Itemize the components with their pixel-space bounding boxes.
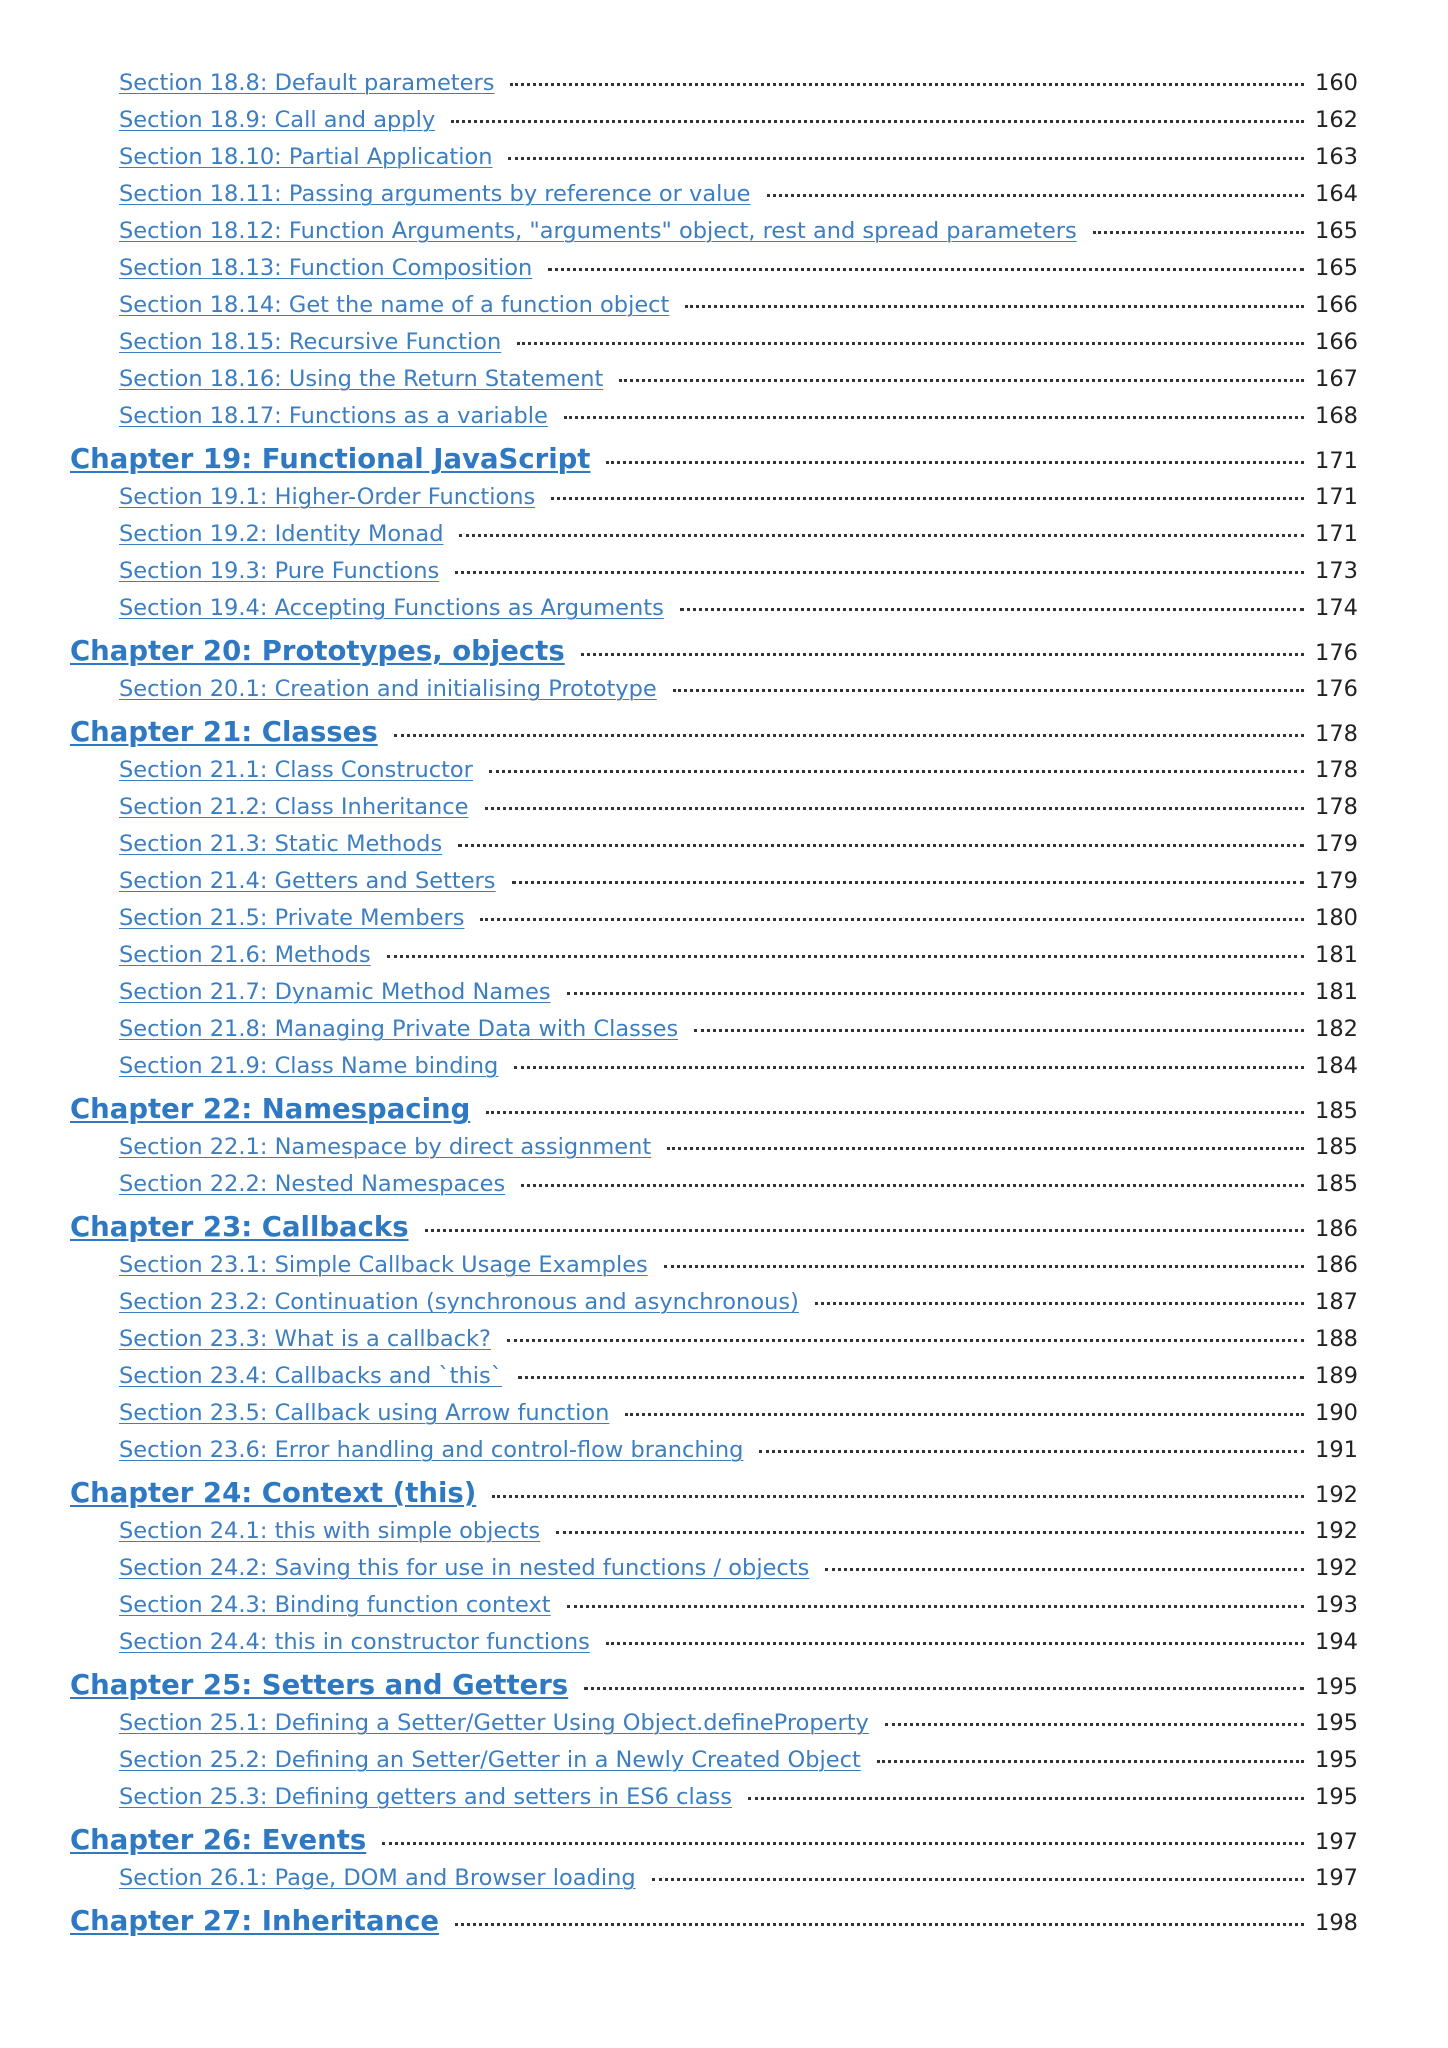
chapter-link[interactable]: Chapter 22: Namespacing — [70, 1093, 471, 1125]
toc-chapter-entry[interactable] — [0, 440, 1448, 484]
toc-section-entry[interactable] — [0, 942, 1448, 979]
section-link[interactable]: Section 21.6: Methods — [119, 942, 371, 968]
toc-section-entry[interactable] — [0, 676, 1448, 713]
section-link[interactable]: Section 22.2: Nested Namespaces — [119, 1171, 506, 1197]
page-number: 174 — [1315, 595, 1358, 621]
page-number: 168 — [1315, 403, 1358, 429]
toc-section-entry[interactable] — [0, 1784, 1448, 1821]
toc-section-entry[interactable] — [0, 1747, 1448, 1784]
toc-section-entry[interactable] — [0, 1555, 1448, 1592]
page-number: 166 — [1315, 292, 1358, 318]
page-number: 166 — [1315, 329, 1358, 355]
toc-section-entry[interactable] — [0, 1252, 1448, 1289]
section-link[interactable]: Section 18.12: Function Arguments, "arguments" object, rest and spread parameters — [119, 218, 1077, 244]
page-number: 178 — [1315, 721, 1358, 747]
toc-section-entry[interactable] — [0, 218, 1448, 255]
dot-leader — [759, 1450, 1304, 1453]
page-number: 185 — [1315, 1098, 1358, 1124]
section-link[interactable]: Section 25.3: Defining getters and setters in ES6 class — [119, 1784, 733, 1810]
toc-section-entry[interactable] — [0, 107, 1448, 144]
section-link[interactable]: Section 19.3: Pure Functions — [119, 558, 440, 584]
section-link[interactable]: Section 21.3: Static Methods — [119, 831, 443, 857]
section-link[interactable]: Section 23.5: Callback using Arrow function — [119, 1400, 610, 1426]
page-number: 160 — [1315, 70, 1358, 96]
section-link[interactable]: Section 23.4: Callbacks and `this` — [119, 1363, 502, 1389]
section-link[interactable]: Section 24.2: Saving this for use in nested functions / objects — [119, 1555, 810, 1581]
toc-section-entry[interactable] — [0, 1865, 1448, 1902]
page-number: 192 — [1315, 1518, 1358, 1544]
page-number: 193 — [1315, 1592, 1358, 1618]
section-link[interactable]: Section 26.1: Page, DOM and Browser loading — [119, 1865, 636, 1891]
chapter-link[interactable]: Chapter 23: Callbacks — [70, 1211, 409, 1243]
toc-chapter-entry[interactable] — [0, 1666, 1448, 1710]
dot-leader — [508, 157, 1304, 160]
toc-section-entry[interactable] — [0, 1053, 1448, 1090]
section-link[interactable]: Section 24.3: Binding function context — [119, 1592, 551, 1618]
dot-leader — [551, 497, 1304, 500]
toc-chapter-entry[interactable] — [0, 632, 1448, 676]
section-link[interactable]: Section 23.3: What is a callback? — [119, 1326, 491, 1352]
page-number: 176 — [1315, 676, 1358, 702]
toc-section-entry[interactable] — [0, 1363, 1448, 1400]
section-link[interactable]: Section 18.17: Functions as a variable — [119, 403, 548, 429]
section-link[interactable]: Section 25.1: Defining a Setter/Getter Using Object.defineProperty — [119, 1710, 869, 1736]
toc-section-entry[interactable] — [0, 1629, 1448, 1666]
dot-leader — [564, 416, 1304, 419]
dot-leader — [518, 1376, 1304, 1379]
section-link[interactable]: Section 23.1: Simple Callback Usage Examples — [119, 1252, 648, 1278]
section-link[interactable]: Section 21.7: Dynamic Method Names — [119, 979, 551, 1005]
dot-leader — [680, 608, 1304, 611]
dot-leader — [489, 770, 1304, 773]
dot-leader — [455, 571, 1304, 574]
dot-leader — [459, 534, 1304, 537]
dot-leader — [486, 1111, 1304, 1114]
dot-leader — [685, 305, 1304, 308]
page-number: 195 — [1315, 1747, 1358, 1773]
page-number: 163 — [1315, 144, 1358, 170]
toc-chapter-entry[interactable] — [0, 1208, 1448, 1252]
section-link[interactable]: Section 18.10: Partial Application — [119, 144, 493, 170]
toc-section-entry[interactable] — [0, 1710, 1448, 1747]
section-link[interactable]: Section 21.2: Class Inheritance — [119, 794, 469, 820]
page-number: 191 — [1315, 1437, 1358, 1463]
page-number: 188 — [1315, 1326, 1358, 1352]
toc-section-entry[interactable] — [0, 979, 1448, 1016]
section-link[interactable]: Section 18.16: Using the Return Statement — [119, 366, 604, 392]
page-number: 197 — [1315, 1865, 1358, 1891]
page-number: 182 — [1315, 1016, 1358, 1042]
table-of-contents — [0, 70, 1448, 1946]
section-link[interactable]: Section 18.14: Get the name of a function object — [119, 292, 670, 318]
toc-section-entry[interactable] — [0, 521, 1448, 558]
chapter-link[interactable]: Chapter 26: Events — [70, 1824, 367, 1856]
section-link[interactable]: Section 18.8: Default parameters — [119, 70, 495, 96]
toc-section-entry[interactable] — [0, 595, 1448, 632]
dot-leader — [394, 734, 1304, 737]
section-link[interactable]: Section 18.13: Function Composition — [119, 255, 533, 281]
dot-leader — [480, 918, 1304, 921]
page-number: 198 — [1315, 1910, 1358, 1936]
dot-leader — [425, 1229, 1304, 1232]
chapter-link[interactable]: Chapter 20: Prototypes, objects — [70, 635, 565, 667]
toc-section-entry[interactable] — [0, 144, 1448, 181]
toc-section-entry[interactable] — [0, 70, 1448, 107]
dot-leader — [885, 1723, 1304, 1726]
toc-section-entry[interactable] — [0, 292, 1448, 329]
dot-leader — [625, 1413, 1304, 1416]
toc-chapter-entry[interactable] — [0, 713, 1448, 757]
chapter-link[interactable]: Chapter 25: Setters and Getters — [70, 1669, 569, 1701]
dot-leader — [619, 379, 1304, 382]
section-link[interactable]: Section 23.6: Error handling and control-flow branching — [119, 1437, 744, 1463]
page-number: 185 — [1315, 1171, 1358, 1197]
section-link[interactable]: Section 19.1: Higher-Order Functions — [119, 484, 536, 510]
dot-leader — [652, 1878, 1304, 1881]
page-number: 187 — [1315, 1289, 1358, 1315]
chapter-link[interactable]: Chapter 27: Inheritance — [70, 1905, 440, 1937]
dot-leader — [567, 992, 1304, 995]
toc-section-entry[interactable] — [0, 757, 1448, 794]
chapter-link[interactable]: Chapter 21: Classes — [70, 716, 378, 748]
toc-section-entry[interactable] — [0, 1134, 1448, 1171]
dot-leader — [510, 83, 1304, 86]
dot-leader — [673, 689, 1304, 692]
page-number: 181 — [1315, 979, 1358, 1005]
page-number: 192 — [1315, 1555, 1358, 1581]
dot-leader — [667, 1147, 1304, 1150]
toc-chapter-entry[interactable] — [0, 1902, 1448, 1946]
toc-section-entry[interactable] — [0, 868, 1448, 905]
page-number: 190 — [1315, 1400, 1358, 1426]
section-link[interactable]: Section 18.11: Passing arguments by reference or value — [119, 181, 751, 207]
toc-section-entry[interactable] — [0, 484, 1448, 521]
page-number: 171 — [1315, 484, 1358, 510]
toc-section-entry[interactable] — [0, 1289, 1448, 1326]
dot-leader — [455, 1923, 1304, 1926]
page-number: 194 — [1315, 1629, 1358, 1655]
dot-leader — [694, 1029, 1304, 1032]
dot-leader — [877, 1760, 1304, 1763]
page-number: 189 — [1315, 1363, 1358, 1389]
toc-section-entry[interactable] — [0, 1518, 1448, 1555]
dot-leader — [514, 1066, 1304, 1069]
toc-section-entry[interactable] — [0, 1326, 1448, 1363]
toc-section-entry[interactable] — [0, 905, 1448, 942]
page-number: 186 — [1315, 1216, 1358, 1242]
chapter-link[interactable]: Chapter 19: Functional JavaScript — [70, 443, 591, 475]
dot-leader — [584, 1687, 1304, 1690]
dot-leader — [517, 342, 1304, 345]
page-number: 180 — [1315, 905, 1358, 931]
section-link[interactable]: Section 21.8: Managing Private Data with Classes — [119, 1016, 679, 1042]
toc-chapter-entry[interactable] — [0, 1474, 1448, 1518]
page-number: 165 — [1315, 218, 1358, 244]
page-number: 197 — [1315, 1829, 1358, 1855]
page-number: 195 — [1315, 1710, 1358, 1736]
dot-leader — [512, 881, 1304, 884]
toc-section-entry[interactable] — [0, 181, 1448, 218]
section-link[interactable]: Section 18.9: Call and apply — [119, 107, 436, 133]
page-number: 184 — [1315, 1053, 1358, 1079]
dot-leader — [387, 955, 1304, 958]
toc-section-entry[interactable] — [0, 1016, 1448, 1053]
section-link[interactable]: Section 22.1: Namespace by direct assignment — [119, 1134, 652, 1160]
section-link[interactable]: Section 19.2: Identity Monad — [119, 521, 444, 547]
page-number: 195 — [1315, 1674, 1358, 1700]
page-number: 162 — [1315, 107, 1358, 133]
toc-chapter-entry[interactable] — [0, 1090, 1448, 1134]
dot-leader — [664, 1265, 1304, 1268]
dot-leader — [815, 1302, 1304, 1305]
section-link[interactable]: Section 21.9: Class Name binding — [119, 1053, 499, 1079]
section-link[interactable]: Section 19.4: Accepting Functions as Arguments — [119, 595, 664, 621]
section-link[interactable]: Section 21.4: Getters and Setters — [119, 868, 496, 894]
toc-section-entry[interactable] — [0, 366, 1448, 403]
section-link[interactable]: Section 21.1: Class Constructor — [119, 757, 473, 783]
section-link[interactable]: Section 24.4: this in constructor functions — [119, 1629, 590, 1655]
section-link[interactable]: Section 24.1: this with simple objects — [119, 1518, 541, 1544]
dot-leader — [606, 1642, 1304, 1645]
dot-leader — [548, 268, 1304, 271]
dot-leader — [458, 844, 1304, 847]
dot-leader — [507, 1339, 1304, 1342]
toc-section-entry[interactable] — [0, 255, 1448, 292]
dot-leader — [382, 1842, 1304, 1845]
dot-leader — [581, 653, 1304, 656]
toc-section-entry[interactable] — [0, 403, 1448, 440]
dot-leader — [521, 1184, 1304, 1187]
toc-section-entry[interactable] — [0, 1437, 1448, 1474]
page-number: 181 — [1315, 942, 1358, 968]
dot-leader — [825, 1568, 1304, 1571]
page-number: 167 — [1315, 366, 1358, 392]
section-link[interactable]: Section 23.2: Continuation (synchronous and asynchronous) — [119, 1289, 799, 1315]
chapter-link[interactable]: Chapter 24: Context (this) — [70, 1477, 477, 1509]
dot-leader — [567, 1605, 1304, 1608]
section-link[interactable]: Section 18.15: Recursive Function — [119, 329, 502, 355]
section-link[interactable]: Section 21.5: Private Members — [119, 905, 465, 931]
page-number: 165 — [1315, 255, 1358, 281]
page-number: 186 — [1315, 1252, 1358, 1278]
dot-leader — [748, 1797, 1304, 1800]
page-number: 195 — [1315, 1784, 1358, 1810]
toc-section-entry[interactable] — [0, 1400, 1448, 1437]
page-number: 185 — [1315, 1134, 1358, 1160]
dot-leader — [492, 1495, 1304, 1498]
page-number: 173 — [1315, 558, 1358, 584]
page-number: 192 — [1315, 1482, 1358, 1508]
dot-leader — [1093, 231, 1304, 234]
page-number: 178 — [1315, 794, 1358, 820]
page-number: 176 — [1315, 640, 1358, 666]
toc-chapter-entry[interactable] — [0, 1821, 1448, 1865]
dot-leader — [451, 120, 1304, 123]
page-number: 171 — [1315, 448, 1358, 474]
page-number: 179 — [1315, 868, 1358, 894]
page-number: 179 — [1315, 831, 1358, 857]
toc-section-entry[interactable] — [0, 831, 1448, 868]
dot-leader — [606, 461, 1304, 464]
toc-section-entry[interactable] — [0, 1592, 1448, 1629]
dot-leader — [556, 1531, 1304, 1534]
toc-section-entry[interactable] — [0, 1171, 1448, 1208]
dot-leader — [767, 194, 1305, 197]
toc-section-entry[interactable] — [0, 794, 1448, 831]
section-link[interactable]: Section 25.2: Defining an Setter/Getter in a Newly Created Object — [119, 1747, 861, 1773]
page-number: 164 — [1315, 181, 1358, 207]
section-link[interactable]: Section 20.1: Creation and initialising Prototype — [119, 676, 657, 702]
dot-leader — [485, 807, 1304, 810]
page-number: 178 — [1315, 757, 1358, 783]
page-number: 171 — [1315, 521, 1358, 547]
toc-section-entry[interactable] — [0, 329, 1448, 366]
toc-section-entry[interactable] — [0, 558, 1448, 595]
